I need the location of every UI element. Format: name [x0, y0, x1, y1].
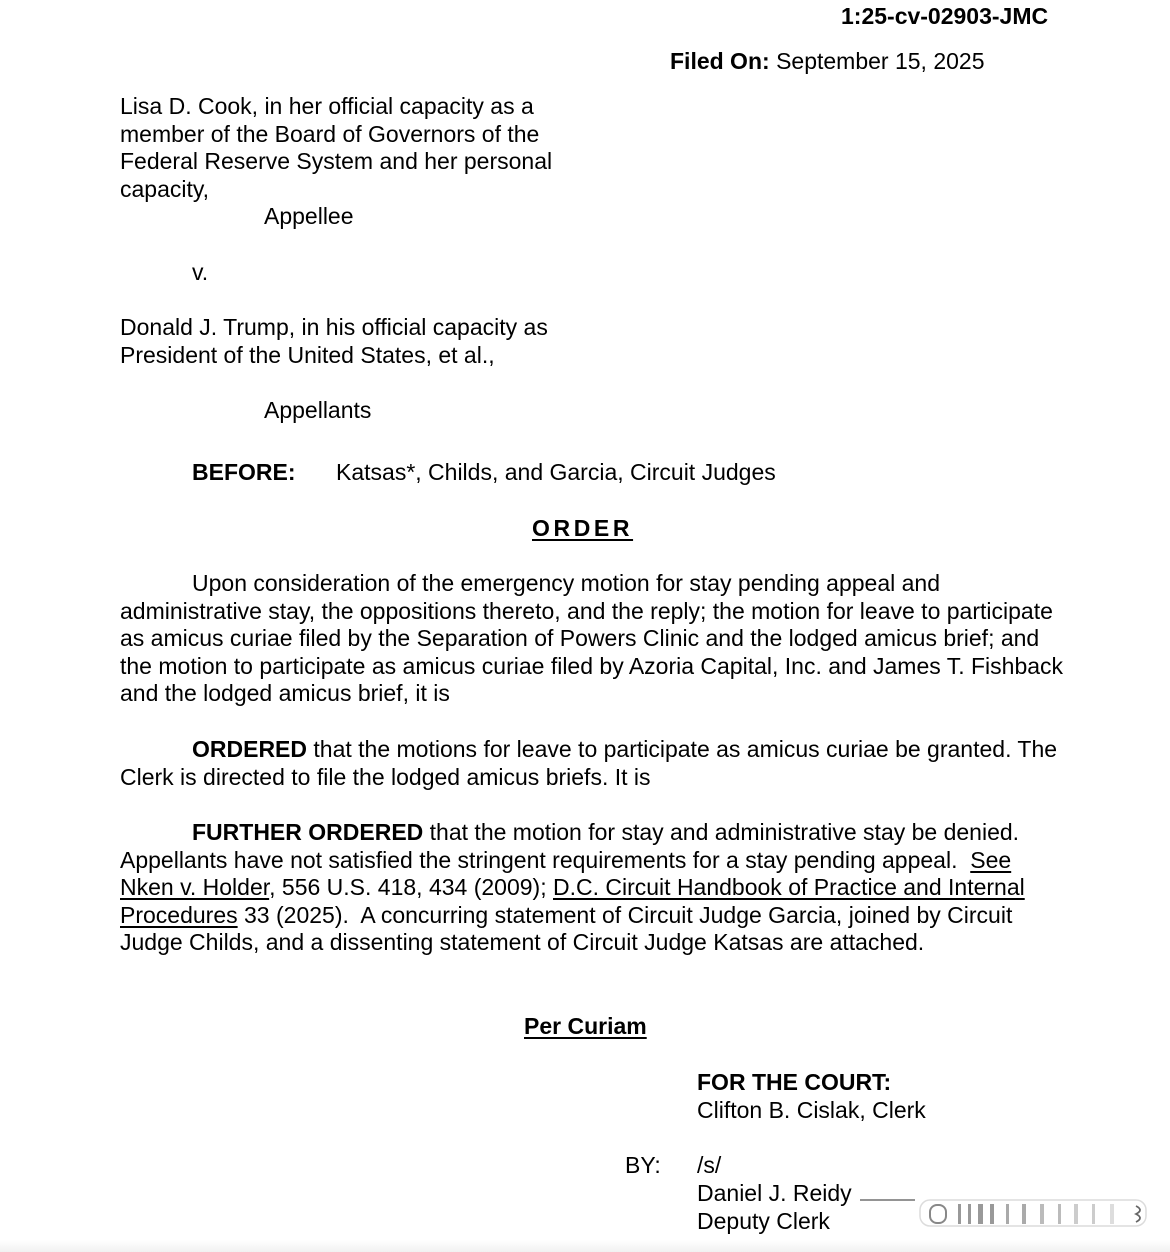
- per-curiam: Per Curiam: [524, 1013, 647, 1039]
- versus: v.: [192, 259, 209, 285]
- further-ordered-paragraph: [120, 819, 1065, 957]
- consideration-text: Upon consideration of the emergency motion for stay pending appeal and administrative stay, the oppositions thereto, and the reply; the motion for leave to participate as amicus curiae filed by the Separation of Powers Clinic and the lodged amicus brief; and the motion to participate as amicus curiae filed by Azoria Capital, Inc. and James T. Fishback and the lodged amicus brief, it is: [120, 570, 1064, 707]
- further-ordered-text: that the motion for stay and administrative stay be denied. Appellants have not satisfied the stringent requirements for a stay pending appeal.: [120, 819, 1025, 873]
- handbook-citation: D.C. Circuit Handbook of Practice and Internal Procedures: [120, 874, 1025, 928]
- appellant-line: Donald J. Trump, in his official capacity as: [120, 314, 548, 340]
- appellee-line: Federal Reserve System and her personal: [120, 148, 553, 175]
- ordered-lead: ORDERED: [192, 736, 308, 762]
- appellant-party: [120, 314, 548, 369]
- appellee-line: Lisa D. Cook, in her official capacity as a: [120, 93, 534, 119]
- deputy-clerk-name: Daniel J. Reidy: [697, 1180, 852, 1206]
- clerk-name: Clifton B. Cislak, Clerk: [697, 1097, 926, 1123]
- ordered-text: that the motions for leave to participate as amicus curiae be granted. The Clerk is directed to file the lodged amicus briefs. It is: [120, 736, 1058, 790]
- appellant-line: President of the United States, et al.,: [120, 341, 495, 368]
- filed-on: [670, 48, 985, 76]
- page-bottom-edge: [0, 1240, 1170, 1252]
- appellee-line: member of the Board of Governors of the: [120, 120, 540, 147]
- case-citation: Nken v. Holder: [120, 874, 270, 901]
- signature: /s/: [697, 1152, 722, 1178]
- by-label: BY:: [625, 1152, 661, 1178]
- order-title: ORDER: [532, 515, 634, 541]
- appellee-party: [120, 93, 552, 203]
- case-number: 1:25-cv-02903-JMC: [841, 3, 1049, 29]
- spacer-text: [1011, 847, 1017, 873]
- filed-on-label: Filed On:: [670, 48, 770, 74]
- deputy-clerk-title: Deputy Clerk: [697, 1208, 830, 1234]
- further-ordered-lead: FURTHER ORDERED: [192, 819, 424, 845]
- see-signal: See: [970, 846, 1012, 873]
- citation-text: , 556 U.S. 418, 434 (2009);: [269, 874, 553, 901]
- attached-statements-text: 33 (2025). A concurring statement of Circuit Judge Garcia, joined by Circuit Judge Childs, and a dissenting statement of Circuit Judge Katsas are attached.: [120, 901, 1019, 956]
- appellee-role: Appellee: [264, 203, 354, 229]
- watermark-icon: [860, 1196, 1150, 1230]
- before-label: BEFORE:: [192, 459, 296, 485]
- ordered-paragraph: [120, 736, 1065, 791]
- panel-judges: Katsas*, Childs, and Garcia, Circuit Judges: [336, 459, 776, 485]
- appellant-role: Appellants: [264, 397, 372, 423]
- appellee-line: capacity,: [120, 175, 210, 202]
- consideration-paragraph: [120, 570, 1065, 708]
- for-the-court: FOR THE COURT:: [697, 1069, 892, 1095]
- filed-on-date: September 15, 2025: [776, 48, 985, 74]
